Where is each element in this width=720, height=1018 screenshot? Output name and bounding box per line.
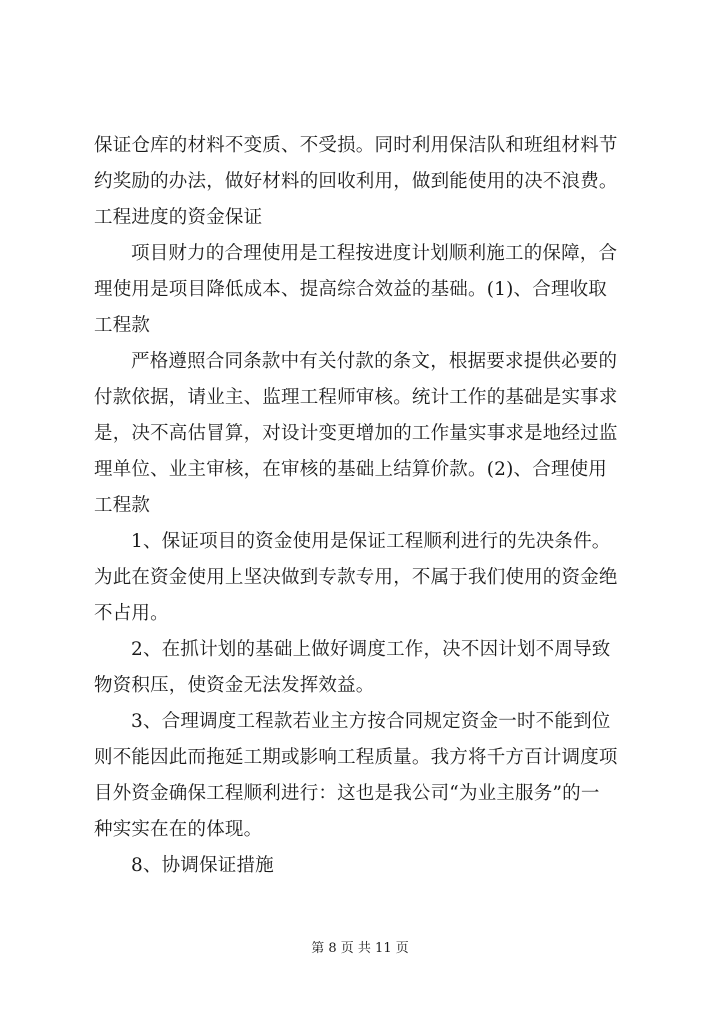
page-footer [0, 940, 720, 958]
paragraph-start: 严格遵照合同条款中有关付款的条文，根据要求提供必要的 [131, 351, 618, 372]
text-line: 为此在资金使用上坚决做到专款专用，不属于我们使用的资金绝 [94, 567, 618, 588]
text-line: 工程款 [94, 315, 151, 336]
text-line: 种实实在在的体现。 [94, 819, 263, 840]
text-line: 保证仓库的材料不变质、不受损。同时利用保洁队和班组材料节 [94, 135, 618, 156]
text-line: 理使用是项目降低成本、提高综合效益的基础。(1)、合理收取 [94, 279, 608, 300]
text-line: 理单位、业主审核，在审核的基础上结算价款。(2)、合理使用 [94, 459, 608, 480]
document-body [94, 128, 654, 884]
paragraph-start: 2、在抓计划的基础上做好调度工作，决不因计划不周导致 [131, 639, 611, 660]
text-line: 不占用。 [94, 603, 169, 624]
paragraph-start: 项目财力的合理使用是工程按进度计划顺利施工的保障，合 [131, 243, 618, 264]
text-line: 物资积压，使资金无法发挥效益。 [94, 675, 375, 696]
section-heading: 工程进度的资金保证 [94, 207, 263, 228]
text-line: 是，决不高估冒算，对设计变更增加的工作量实事求是地经过监 [94, 423, 618, 444]
text-line: 付款依据，请业主、监理工程师审核。统计工作的基础是实事求 [94, 387, 618, 408]
page-number-label: 第 8 页 共 11 页 [311, 941, 409, 956]
paragraph-start: 8、协调保证措施 [131, 855, 274, 876]
text-line: 约奖励的办法，做好材料的回收利用，做到能使用的决不浪费。 [94, 171, 618, 192]
text-line: 目外资金确保工程顺利进行：这也是我公司“为业主服务”的一 [94, 783, 600, 804]
text-line: 则不能因此而拖延工期或影响工程质量。我方将千方百计调度项 [94, 747, 618, 768]
paragraph-start: 1、保证项目的资金使用是保证工程顺利进行的先决条件。 [131, 531, 611, 552]
paragraph-start: 3、合理调度工程款若业主方按合同规定资金一时不能到位 [131, 711, 611, 732]
text-line: 工程款 [94, 495, 151, 516]
